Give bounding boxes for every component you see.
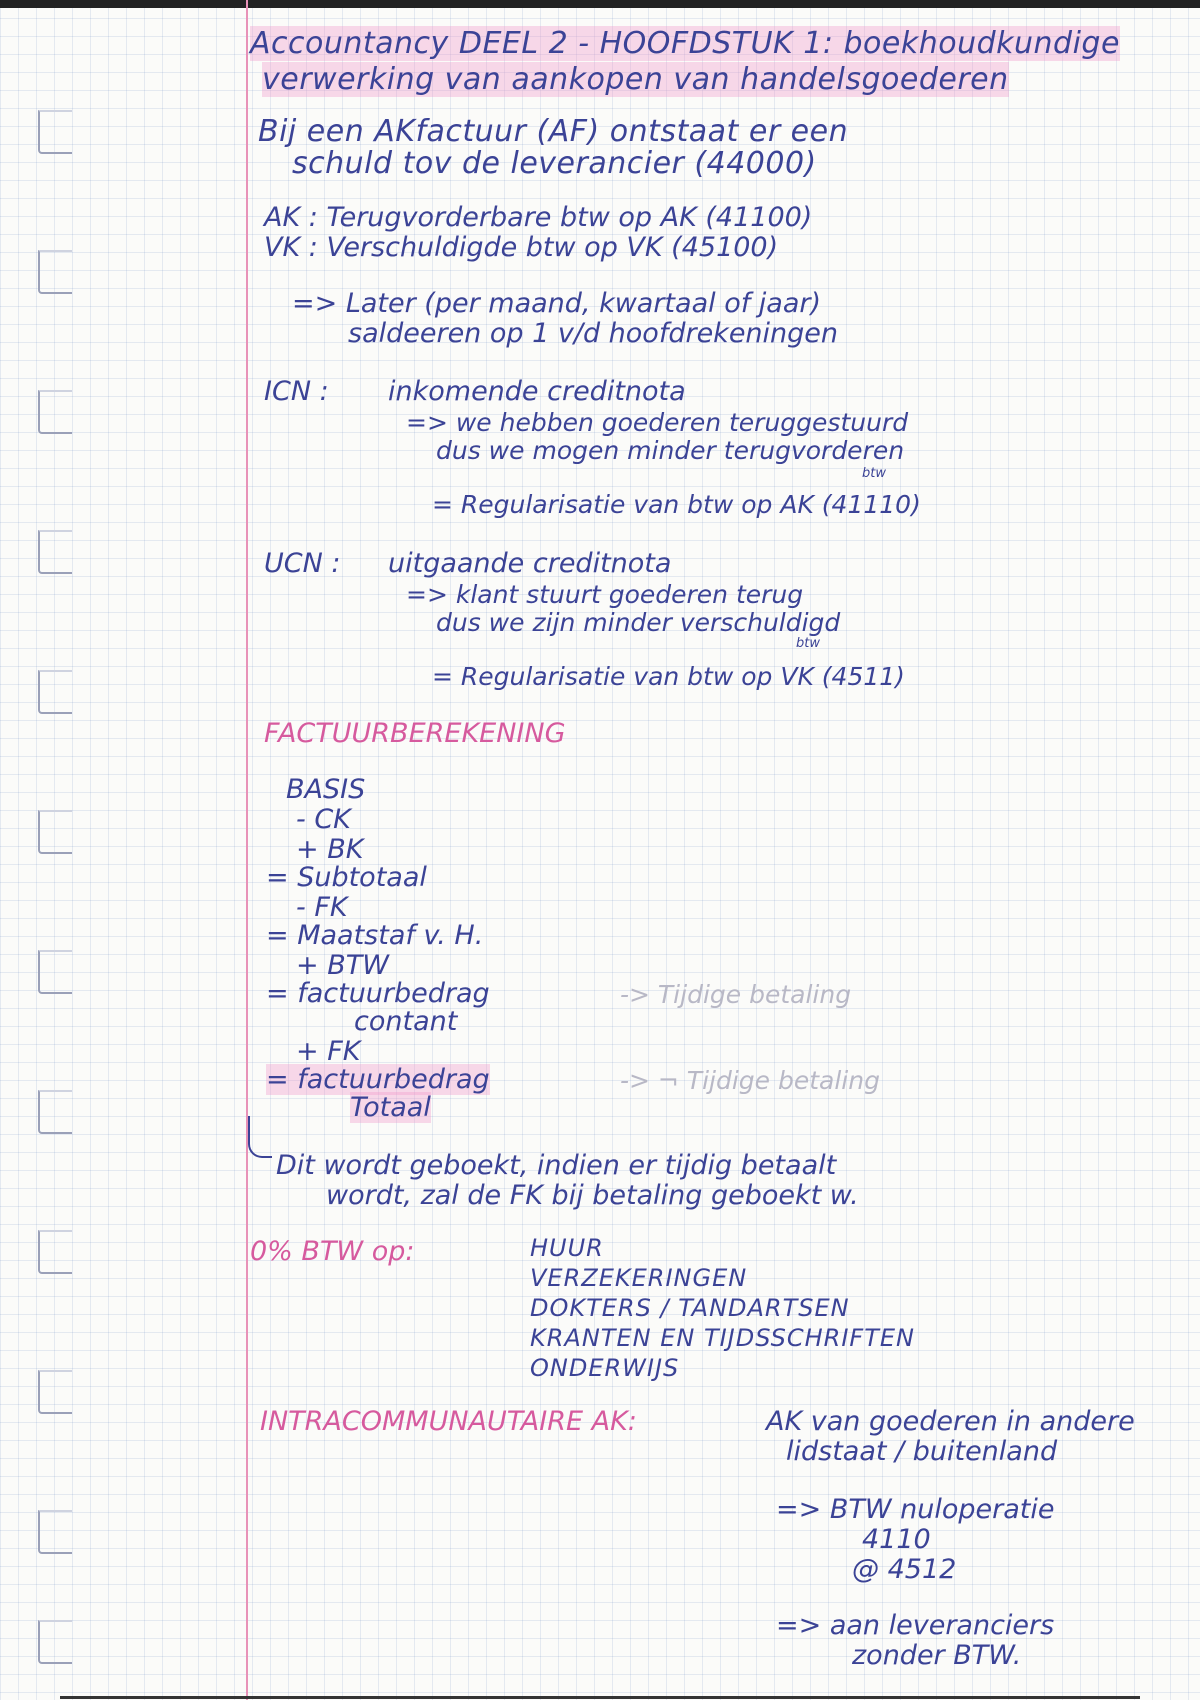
intra-code-4512: @ 4512 <box>852 1554 957 1585</box>
binder-hole <box>38 530 72 574</box>
btw-later-line2: saldeeren op 1 v/d hoofdrekeningen <box>348 318 839 349</box>
ucn-btw-note: btw <box>796 636 820 651</box>
ucn-description: uitgaande creditnota <box>388 548 672 579</box>
factuur-footnote-line2: wordt, zal de FK bij betaling geboekt w. <box>326 1180 859 1211</box>
nul-btw-item: DOKTERS / TANDARTSEN <box>530 1294 850 1322</box>
icn-arrow-line2: dus we mogen minder terugvorderen <box>436 436 905 465</box>
binder-hole <box>38 390 72 434</box>
ucn-label: UCN : <box>264 548 341 579</box>
binder-hole <box>38 1230 72 1274</box>
factuur-fk-plus: + FK <box>296 1036 361 1067</box>
nul-btw-item: KRANTEN EN TIJDSSCHRIFTEN <box>530 1324 915 1352</box>
factuur-note-niet-tijdig: -> ¬ Tijdige betaling <box>620 1066 880 1095</box>
icn-arrow-line1: => we hebben goederen teruggestuurd <box>406 408 909 437</box>
factuur-subtotaal: = Subtotaal <box>266 862 427 893</box>
factuur-maatstaf: = Maatstaf v. H. <box>266 920 484 951</box>
icn-description: inkomende creditnota <box>388 376 686 407</box>
icn-btw-note: btw <box>862 466 886 481</box>
binder-holes <box>0 0 90 1700</box>
ucn-result: = Regularisatie van btw op VK (4511) <box>432 662 905 691</box>
binder-hole <box>38 1620 72 1664</box>
intra-description-line2: lidstaat / buitenland <box>786 1436 1058 1467</box>
binder-hole <box>38 670 72 714</box>
ucn-arrow-line2: dus we zijn minder verschuldigd <box>436 608 841 637</box>
icn-result: = Regularisatie van btw op AK (41110) <box>432 490 921 519</box>
page-title-line1: Accountancy DEEL 2 - HOOFDSTUK 1: boekhoudkundige <box>250 26 1120 61</box>
binder-hole <box>38 250 72 294</box>
btw-later-line1: => Later (per maand, kwartaal of jaar) <box>292 288 822 319</box>
intra-label: INTRACOMMUNAUTAIRE AK: <box>260 1406 637 1437</box>
nul-btw-item: ONDERWIJS <box>530 1354 680 1382</box>
intra-arrow-nuloperatie: => BTW nuloperatie <box>776 1494 1055 1525</box>
factuur-note-tijdig: -> Tijdige betaling <box>620 980 852 1009</box>
nul-btw-item: HUUR <box>530 1234 604 1262</box>
factuur-footnote-line1: Dit wordt geboekt, indien er tijdig betaalt <box>276 1150 837 1181</box>
ucn-arrow-line1: => klant stuurt goederen terug <box>406 580 804 609</box>
binder-hole <box>38 110 72 154</box>
btw-ak-line: AK : Terugvorderbare btw op AK (41100) <box>264 202 813 233</box>
intra-zonder-btw: zonder BTW. <box>852 1640 1022 1671</box>
binder-hole <box>38 1090 72 1134</box>
binder-hole <box>38 1370 72 1414</box>
page-bottom-edge <box>60 1696 1140 1699</box>
nul-btw-label: 0% BTW op: <box>250 1236 415 1267</box>
nul-btw-item: VERZEKERINGEN <box>530 1264 748 1292</box>
intra-description-line1: AK van goederen in andere <box>766 1406 1135 1437</box>
page-title-line2: verwerking van aankopen van handelsgoederen <box>262 62 1009 97</box>
binder-hole <box>38 1510 72 1554</box>
factuur-btw: + BTW <box>296 950 389 981</box>
intro-line1: Bij een AKfactuur (AF) ontstaat er een <box>258 114 849 149</box>
intra-code-4110: 4110 <box>862 1524 931 1555</box>
margin-line <box>246 0 248 1700</box>
intro-line2: schuld tov de leverancier (44000) <box>292 146 817 181</box>
factuur-contant: contant <box>354 1006 458 1037</box>
page-top-edge <box>0 0 1200 8</box>
factuur-ck: - CK <box>296 804 351 835</box>
factuur-bedrag-totaal: = factuurbedrag <box>266 1064 490 1095</box>
factuur-totaal: Totaal <box>350 1092 431 1123</box>
btw-vk-line: VK : Verschuldigde btw op VK (45100) <box>264 232 779 263</box>
factuur-bk: + BK <box>296 834 364 865</box>
factuur-heading: FACTUURBEREKENING <box>264 718 566 749</box>
intra-arrow-leveranciers: => aan leveranciers <box>776 1610 1055 1641</box>
factuur-bedrag-contant: = factuurbedrag <box>266 978 490 1009</box>
factuur-fk-minus: - FK <box>296 892 348 923</box>
hook-arrow <box>248 1116 272 1158</box>
binder-hole <box>38 950 72 994</box>
binder-hole <box>38 810 72 854</box>
icn-label: ICN : <box>264 376 329 407</box>
factuur-basis: BASIS <box>286 774 366 805</box>
